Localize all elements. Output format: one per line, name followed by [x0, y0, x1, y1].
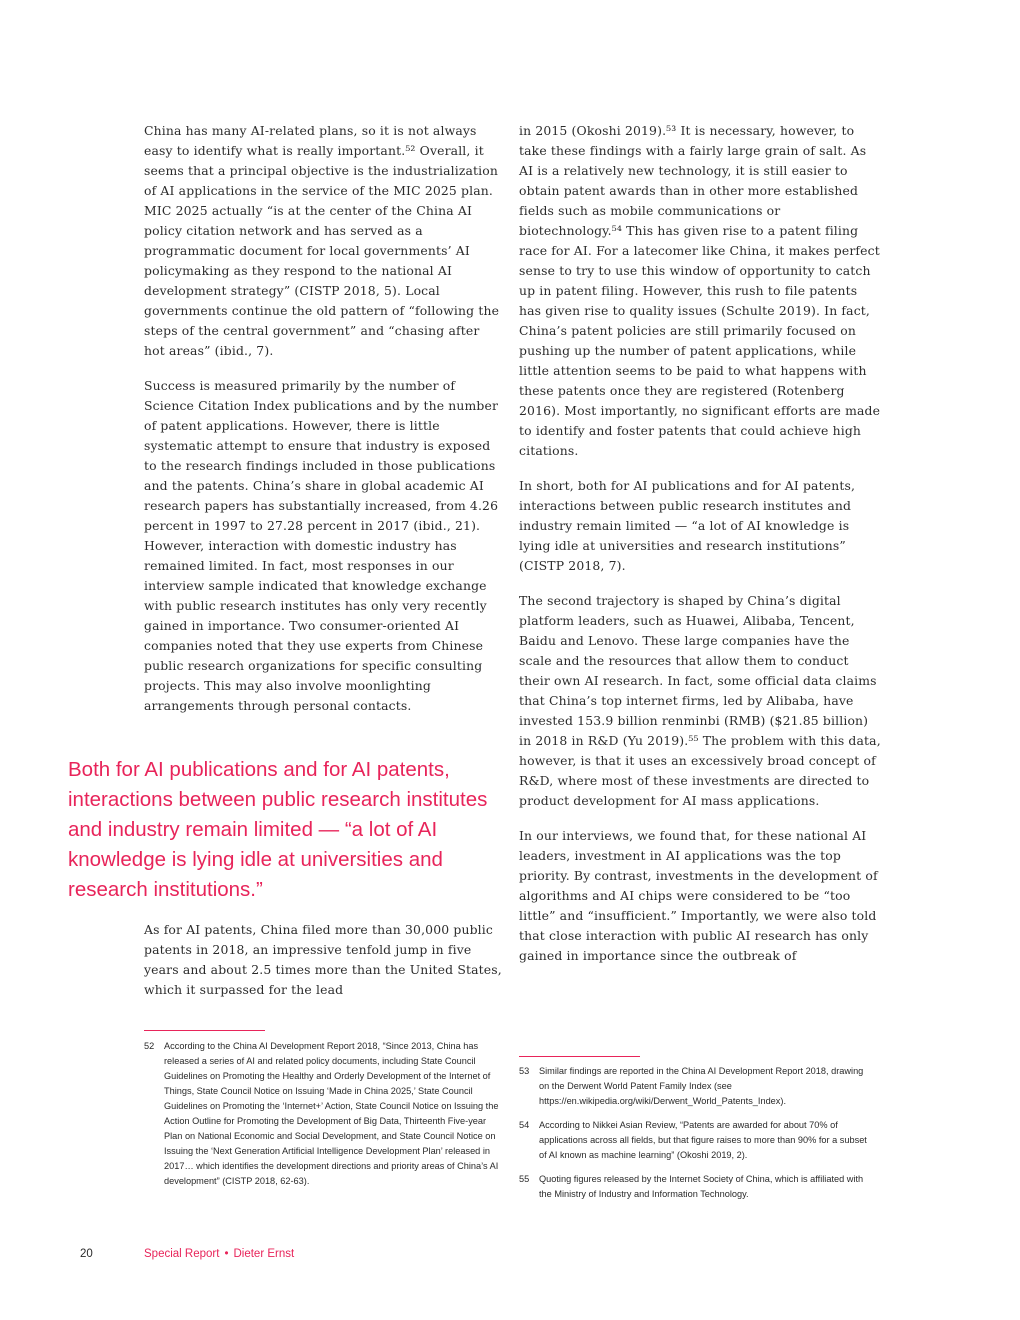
author-name: Dieter Ernst [233, 1248, 295, 1260]
footnote-divider [519, 1056, 640, 1057]
footnote-text: Similar findings are reported in the China AI Development Report 2018, drawing on the Derwent World Patent Family Index (see https://en.wikipedia.org/wiki/Derwent_World_Patents_Index). [539, 1066, 864, 1106]
footnote-text: Quoting figures released by the Internet Society of China, which is affiliated with the Ministry of Industry and Information Technology. [539, 1174, 864, 1199]
body-paragraph: In short, both for AI publications and for AI patents, interactions between public research institutes and industry remain limited — “a lot of AI knowledge is lying idle at universities and research institutions” (CISTP 2018, 7). [519, 478, 856, 573]
footnotes-left [144, 1039, 504, 1198]
footnote [144, 1039, 504, 1189]
footnote [519, 1118, 874, 1163]
footnotes-right [519, 1064, 874, 1211]
body-paragraph: In our interviews, we found that, for these national AI leaders, investment in AI applications was the top priority. By contrast, investments in the development of algorithms and AI chips were considered to be “too little” and “insufficient.” Importantly, we were also told that close interaction with public AI research has only gained in importance since the outbreak of [519, 828, 878, 963]
page-number: 20 [80, 1248, 93, 1260]
body-paragraph: in 2015 (Okoshi 2019).⁵³ It is necessary, however, to take these findings with a fairly large grain of salt. As AI is a relatively new technology, it is still easier to obtain patent awards than in other more established fields such as mobile communications or biotechnology.⁵⁴ This has given rise to a patent filing race for AI. For a latecomer like China, it makes perfect sense to try to use this window of opportunity to catch up in patent filing. However, this rush to file patents has given rise to quality issues (Schulte 2019). In fact, China’s patent policies are still primarily focused on pushing up the number of patent applications, while little attention seems to be paid to what happens with these patents once they are registered (Rotenberg 2016). Most importantly, no significant efforts are made to identify and foster patents that could achieve high citations. [519, 123, 881, 458]
footnote-text: According to the China AI Development Report 2018, “Since 2013, China has released a series of AI and related policy documents, including State Council Guidelines on Promoting the Healthy and Orderly Development of the Internet of Things, State Council Notice on Issuing ‘Made in China 2025,’ State Council Guidelines on Promoting the ‘Internet+’ Action, State Council Notice on Issuing the Action Outline for Promoting the Development of Big Data, Thirteenth Five-year Plan on National Economic and Social Development, and State Council Notice on Issuing the ‘Next Generation Artificial Intelligence Development Plan’ released in 2017… which identifies the development directions and priority areas of China’s AI development” (CISTP 2018, 62-63). [164, 1041, 499, 1186]
footnote-number: 52 [144, 1041, 155, 1051]
left-column-continued [144, 920, 504, 1015]
right-column [519, 121, 881, 981]
body-paragraph: As for AI patents, China filed more than 30,000 public patents in 2018, an impressive tenfold jump in five years and about 2.5 times more than the United States, which it surpassed for the lead [144, 922, 502, 997]
footnote [519, 1064, 874, 1109]
footnote [519, 1172, 874, 1202]
running-footer [144, 1248, 294, 1260]
footnote-number: 53 [519, 1066, 530, 1076]
footer-separator: • [224, 1248, 229, 1260]
footnote-text: According to Nikkei Asian Review, “Patents are awarded for about 70% of applications across all fields, but that figure raises to more than 90% for a subset of AI known as machine learning” (Okoshi 2019, 2). [539, 1120, 867, 1160]
body-paragraph: Success is measured primarily by the number of Science Citation Index publications and by the number of patent applications. However, there is little systematic attempt to ensure that industry is exposed to the research findings included in those publications and the patents. China’s share in global academic AI research papers has substantially increased, from 4.26 percent in 1997 to 27.28 percent in 2017 (ibid., 21). However, interaction with domestic industry has remained limited. In fact, most responses in our interview sample indicated that knowledge exchange with public research institutes has only very recently gained in importance. Two consumer-oriented AI companies noted that they use experts from Chinese public research organizations for specific consulting projects. This may also involve moonlighting arrangements through personal contacts. [144, 378, 499, 713]
left-column [144, 121, 504, 731]
footnote-number: 55 [519, 1174, 530, 1184]
publication-title: Special Report [144, 1248, 220, 1260]
body-paragraph: The second trajectory is shaped by China’s digital platform leaders, such as Huawei, Alibaba, Tencent, Baidu and Lenovo. These large companies have the scale and the resources that allow them to conduct their own AI research. In fact, some official data claims that China’s top internet firms, led by Alibaba, have invested 153.9 billion renminbi (RMB) ($21.85 billion) in 2018 in R&D (Yu 2019).⁵⁵ The problem with this data, however, is that it uses an excessively broad concept of R&D, where most of these investments are directed to product development for AI mass applications. [519, 593, 881, 808]
body-paragraph: China has many AI-related plans, so it is not always easy to identify what is really important.⁵² Overall, it seems that a principal objective is the industrialization of AI applications in the service of the MIC 2025 plan. MIC 2025 actually “is at the center of the China AI policy citation network and has served as a programmatic document for local governments’ AI policymaking as they respond to the national AI development strategy” (CISTP 2018, 5). Local governments continue the old pattern of “following the steps of the central government” and “chasing after hot areas” (ibid., 7). [144, 123, 500, 358]
footnote-divider [144, 1030, 265, 1031]
footnote-number: 54 [519, 1120, 530, 1130]
pull-quote: Both for AI publications and for AI patents, interactions between public research institutes and industry remain limited — “a lot of AI knowledge is lying idle at universities and research institutions.” [68, 758, 488, 901]
